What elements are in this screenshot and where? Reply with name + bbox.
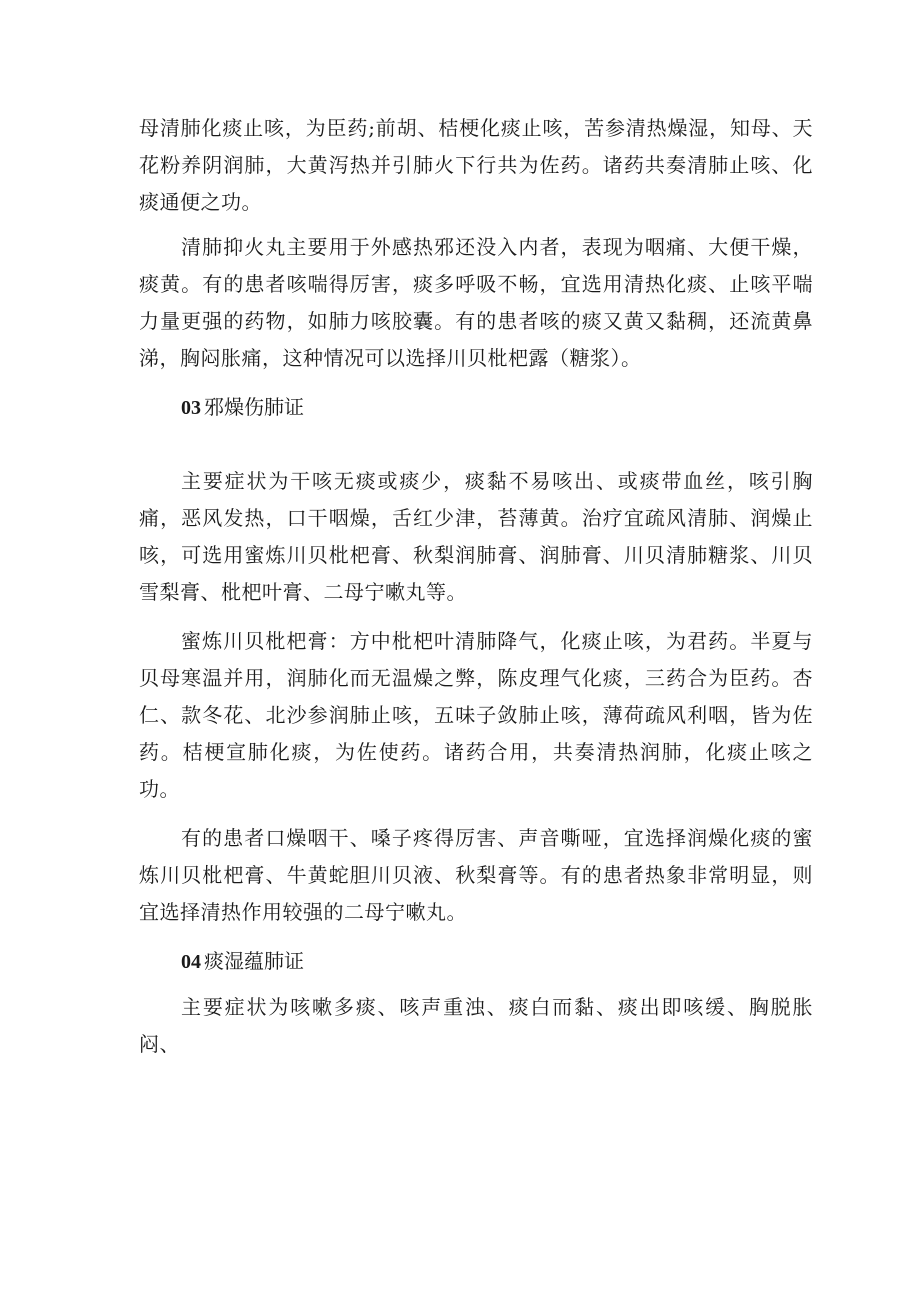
- section-number: 03: [181, 397, 201, 419]
- section-title: 邪燥伤肺证: [204, 395, 304, 419]
- section-number: 04: [181, 951, 201, 973]
- paragraph: 主要症状为咳嗽多痰、咳声重浊、痰白而黏、痰出即咳缓、胸脱胀闷、: [139, 995, 813, 1056]
- section-title: 痰湿蕴肺证: [204, 949, 304, 973]
- document-page: [139, 110, 813, 1075]
- paragraph: 清肺抑火丸主要用于外感热邪还没入内者，表现为咽痛、大便干燥，痰黄。有的患者咳喘得厉害，痰多呼吸不畅，宜选用清热化痰、止咳平喘力量更强的药物，如肺力咳胶囊。有的患者咳的痰又黄又黏稠，还流黄鼻涕，胸闷胀痛，这种情况可以选择川贝枇杷露（糖浆）。: [139, 235, 813, 370]
- paragraph: 有的患者口燥咽干、嗓子疼得厉害、声音嘶哑，宜选择润燥化痰的蜜炼川贝枇杷膏、牛黄蛇胆川贝液、秋梨膏等。有的患者热象非常明显，则宜选择清热作用较强的二母宁嗽丸。: [139, 826, 813, 924]
- section-heading: [139, 943, 813, 981]
- paragraph: 母清肺化痰止咳，为臣药;前胡、桔梗化痰止咳，苦参清热燥湿，知母、天花粉养阴润肺，大黄泻热并引肺火下行共为佐药。诸药共奏清肺止咳、化痰通便之功。: [139, 116, 813, 214]
- paragraph: 蜜炼川贝枇杷膏：方中枇杷叶清肺降气，化痰止咳，为君药。半夏与贝母寒温并用，润肺化而无温燥之弊，陈皮理气化痰，三药合为臣药。杏仁、款冬花、北沙参润肺止咳，五味子敛肺止咳，薄荷疏风利咽，皆为佐药。桔梗宣肺化痰，为佐使药。诸药合用，共奏清热润肺，化痰止咳之功。: [139, 629, 813, 801]
- paragraph: 主要症状为干咳无痰或痰少，痰黏不易咳出、或痰带血丝，咳引胸痛，恶风发热，口干咽燥，舌红少津，苔薄黄。治疗宜疏风清肺、润燥止咳，可选用蜜炼川贝枇杷膏、秋梨润肺膏、润肺膏、川贝清肺糖浆、川贝雪梨膏、枇杷叶膏、二母宁嗽丸等。: [139, 469, 813, 604]
- section-heading: [139, 389, 813, 427]
